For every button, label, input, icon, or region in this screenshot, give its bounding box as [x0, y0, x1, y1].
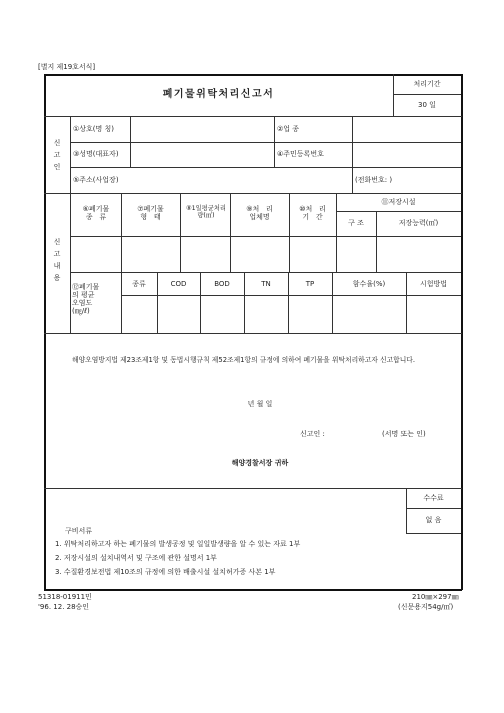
conc-header-moisture: 함수율(%)	[352, 280, 386, 288]
applicant-side-label: 신고인	[53, 139, 61, 171]
conc-header-tn: TN	[261, 280, 271, 288]
processing-period-label: 처리기간	[413, 80, 441, 88]
form-code: 51318-01911민	[38, 593, 92, 601]
form-number: [별지 제19호서식]	[38, 63, 96, 71]
storage-header: ⑪저장시설	[381, 198, 416, 206]
content-side-label: 신고내용	[53, 238, 61, 282]
conc-header-bod: BOD	[214, 280, 230, 288]
fee-label: 수수료	[423, 494, 444, 502]
form-title: 폐기물위탁처리신고서	[162, 89, 275, 100]
phone-label: (전화번호: )	[355, 176, 393, 184]
processing-period-value: 30 일	[418, 101, 436, 109]
fee-value: 없 음	[425, 516, 442, 524]
processor-header: ⑨처 리 업체명	[246, 205, 273, 222]
statement-date: 년 월 일	[247, 400, 273, 408]
address-label: ⑤주소(사업장)	[73, 176, 119, 184]
daily-average-header: ⑧1일평균처리 량(㎥)	[185, 205, 227, 220]
approval-date: '96. 12. 28승인	[38, 603, 90, 611]
required-docs-title: 구비서류	[65, 527, 93, 535]
concentration-header: ⑫폐기물 의 평균 오염도 (㎎/ℓ)	[72, 283, 100, 315]
id-number-label: ④주민등록번호	[277, 150, 324, 158]
structure-header: 구 조	[348, 219, 364, 227]
paper-type: (신문용지54g/㎡)	[398, 603, 454, 611]
statement-text: 해양오염방지법 제23조제1항 및 동법시행규칙 제52조제1항의 규정에 의하여 폐기물을 위탁처리하고자 신고합니다.	[72, 356, 416, 364]
waste-form-header: ⑦폐기물 형 태	[137, 205, 164, 222]
conc-header-test-method: 시험방법	[419, 280, 448, 288]
business-type-label: ②업 종	[277, 125, 300, 133]
capacity-header: 저장능력(㎥)	[398, 219, 439, 227]
required-doc-item-3: 3. 수질환경보전법 제10조의 규정에 의한 배출시설 설치허가증 사본 1부	[55, 568, 276, 576]
required-doc-item-2: 2. 저장시설의 설치내역서 및 구조에 관한 설명서 1부	[55, 554, 217, 562]
representative-label: ③성명(대표자)	[73, 150, 119, 158]
paper-size: 210㎜×297㎜	[412, 593, 459, 601]
conc-header-tp: TP	[305, 280, 315, 288]
period-header: ⑩처 리 기 간	[299, 205, 326, 222]
name-label: ①상호(명 칭)	[73, 125, 115, 133]
signature-note: (서명 또는 인)	[382, 430, 426, 438]
conc-header-type: 종류	[132, 280, 146, 288]
required-doc-item-1: 1. 위탁처리하고자 하는 폐기물의 발생공정 및 일일발생량을 알 수 있는 자료 1부	[55, 540, 301, 548]
addressee: 해양경찰서장 귀하	[231, 459, 289, 467]
conc-header-cod: COD	[170, 280, 187, 288]
waste-type-header: ⑥폐기물 종 류	[82, 205, 110, 222]
reporter-label: 신고인 :	[300, 430, 325, 438]
